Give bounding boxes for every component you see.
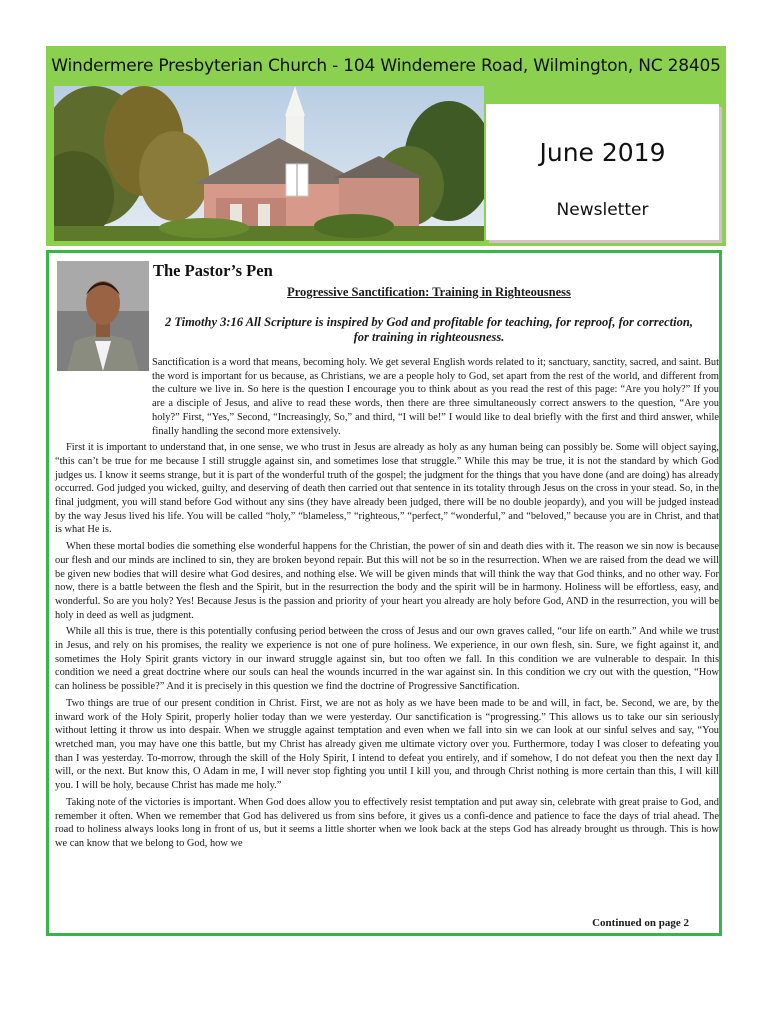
pastor-photo [57, 261, 149, 371]
paragraph: Two things are true of our present condition in Christ. First, we are not as holy as we have been made to be and will, in fact, be. Second, we are, by the inward work of the Holy Spirit, properly holier today than we were yesterday. Our sanctification is “progressing.” This allows us to take our sin seriously without letting it throw us into despair. When we struggle against temptation and even when we fall into sin we can look at our sinful selves and say, “You wretched man, you may have one this battle, but my Christ has already given me ultimate victory over you. Furthermore, today I was closer to defeating you than I was yesterday. To-morrow, through the skill of the Holy Spirit, I intend to defeat you entirely, and if somehow, I do not defeat you then the next day I will, or the next. But know this, O Adam in me, I will never stop fighting you until I kill you, and through Christ nothing is more certain than this, I will kill you. I will be holy, because Christ has made me holy.” [55, 697, 719, 792]
church-building-photo [54, 86, 484, 241]
paragraph: When these mortal bodies die something else wonderful happens for the Christian, the power of sin and death dies with it. The reason we sin now is because our flesh and our minds are inclined to sin, they are broken beyond repair. But this will not be so in the resurrection. When we are raised from the dead we will be given new bodies that will desire what God desires, and nothing else. We will be given minds that will think the way that God thinks, and no other way. For now, there is a battle between the flesh and the Spirit, but in the resurrection the body and the spirit will be in harmony. Holiness will be effortless, easy, and wonderful. So are you holy? Yes! Because Jesus is the passion and priority of your heart you already are holy before God, AND in the resurrection, you will be holy in deed as well as judgment. [55, 541, 719, 621]
article-body [55, 356, 719, 854]
newsletter-label: Newsletter [556, 200, 649, 220]
paragraph: Sanctification is a word that means, becoming holy. We get several English words related to it; sanctuary, sanctity, sacred, and saint. But the word is important for us because, as Christians, we are a people holy to God, set apart from the rest of the world, and different from the culture we live in. So here is the question I encourage you to think about as you read the rest of this page: “Are you holy?” If you are a disciple of Jesus, and alive to read these words, then there are three simultaneously correct answers to the question, “Are you holy?” First, “Yes,” Second, “Increasingly, So,” and third, “I will be!” I would like to deal briefly with the first and third answer, while finally handling the second more extensively. [152, 357, 719, 437]
continued-note: Continued on page 2 [592, 917, 689, 929]
paragraph: Taking note of the victories is important. When God does allow you to effectively resist temptation and put away sin, celebrate with great praise to God, and remember it often. When we remember that God has delivered us from sins before, it gives us a confi-dence and patience to face the days of trial ahead. The road to holiness always looks long in front of us, but it seems a little shorter when we look back at the steps God has already brought us through. This is how we can know that we belong to God, how we [55, 796, 719, 849]
paragraph: While all this is true, there is this potentially confusing period between the cross of Jesus and our own graves called, “our life on earth.” And while we trust in Jesus, and rely on his promises, the reality we experience is not one of pure holiness. We experience, in our own flesh, sin. Sure, we fight against it, and sometimes the Holy Spirit grants victory in our inward struggle against sin, but too often we fall. In this condition we are vulnerable to despair. In this condition we need a great doctrine where our souls can heal the wounds incurred in the war against sin. In this condition we cry out with the question, “How can holiness be possible?” And it is precisely in this question we find the doctrine of Progressive Sanctification. [55, 626, 719, 693]
paragraph: First it is important to understand that, in one sense, we who trust in Jesus are already as holy as any human being can possibly be. Some will object saying, “this can’t be true for me because I still struggle against sin, and sometimes lose that struggle.” While this may be true, it is not the standard by which God judges us. I know it seems strange, but it is part of the wonderful truth of the gospel; the judgment for the things that you have done (and are doing) has already occurred. God judged you wicked, guilty, and deserving of death then carried out that sentence in its totality through Jesus on the cross in your stead. So, in the final judgment, you will stand before God without any sins (they have already been judged, there will be no double jeopardy), and you will be judged instead by the way Jesus lived his life. You will be called “holy,” “blameless,” “righteous,” “perfect,” “wonderful,” and “beloved,” because you are in Christ, and that is what He is. [55, 442, 719, 536]
church-name-address: Windermere Presbyterian Church - 104 Windemere Road, Wilmington, NC 28405 [51, 56, 721, 76]
pastors-pen-article [46, 250, 722, 936]
issue-title-box [486, 104, 719, 240]
masthead [46, 46, 726, 246]
article-subheading: Progressive Sanctification: Training in Righteousness [287, 285, 571, 299]
issue-month: June 2019 [539, 138, 666, 167]
article-heading: The Pastor’s Pen [153, 261, 273, 280]
scripture-verse: 2 Timothy 3:16 All Scripture is inspired by God and profitable for teaching, for reproof, for correction, for training in righteousness. [165, 315, 693, 344]
